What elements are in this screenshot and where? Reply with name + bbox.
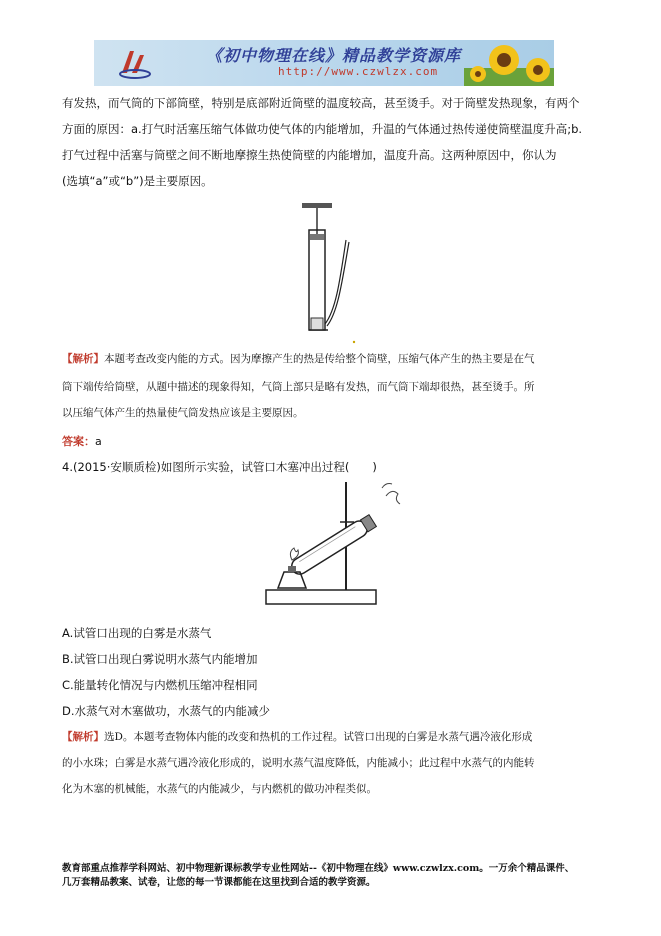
banner-url[interactable]: http://www.czwlzx.com — [278, 65, 439, 78]
question-stem: 4.(2015·安顺质检)如图所示实验，试管口木塞冲出过程( ) — [62, 460, 377, 474]
passage-line: (选填“a”或“b”)是主要原因。 — [62, 174, 213, 188]
answer-value: a — [95, 435, 102, 448]
option-d: D.水蒸气对木塞做功，水蒸气的内能减少 — [62, 704, 271, 718]
header-banner — [94, 40, 554, 86]
banner-title: 《初中物理在线》精品教学资源库 — [206, 46, 462, 65]
answer-line — [62, 433, 102, 449]
analysis-tag: 【解析】 — [62, 353, 104, 365]
footer-line: 教育部重点推荐学科网站、初中物理新课标教学专业性网站--《初中物理在线》www.czwlzx.com。一万余个精品课件、 — [62, 863, 575, 874]
option-b: B.试管口出现白雾说明水蒸气内能增加 — [62, 652, 258, 666]
passage-line: 打气过程中活塞与筒壁之间不断地摩擦生热使筒壁的内能增加，温度升高。这两种原因中，你认为 — [62, 148, 557, 162]
analysis-line: 化为木塞的机械能，水蒸气的内能减少，与内燃机的做功冲程类似。 — [62, 783, 377, 795]
pump-figure — [296, 200, 360, 346]
answer-label: 答案： — [62, 435, 95, 448]
analysis-tag: 【解析】 — [62, 731, 104, 743]
analysis-line: 【解析】选D。本题考查物体内能的改变和热机的工作过程。试管口出现的白雾是水蒸气遇冷液化形成 — [62, 731, 533, 743]
test-tube-figure — [262, 476, 408, 610]
footer-line: 几万套精品教案、试卷，让您的每一节课都能在这里找到合适的教学资源。 — [62, 877, 376, 888]
analysis-line: 的小水珠；白雾是水蒸气遇冷液化形成的，说明水蒸气温度降低，内能减小；此过程中水蒸气的内能转 — [62, 757, 535, 769]
analysis-line: 【解析】本题考查改变内能的方式。因为摩擦产生的热是传给整个筒壁，压缩气体产生的热主要是在气 — [62, 353, 535, 365]
option-c: C.能量转化情况与内燃机压缩冲程相同 — [62, 678, 258, 692]
passage-line: 有发热，而气筒的下部筒壁，特别是底部附近筒壁的温度较高，甚至烫手。对于筒壁发热现象，有两个 — [62, 96, 580, 110]
site-logo-icon — [118, 47, 152, 79]
analysis-line: 以压缩气体产生的热量使气筒发热应该是主要原因。 — [62, 407, 304, 419]
option-a: A.试管口出现的白雾是水蒸气 — [62, 626, 212, 640]
passage-line: 方面的原因：a.打气时活塞压缩气体做功使气体的内能增加，升温的气体通过热传递使筒壁温度升高;b. — [62, 122, 583, 136]
analysis-line: 筒下端传给筒壁，从题中描述的现象得知，气筒上部只是略有发热，而气筒下端却很热，甚至烫手。所 — [62, 381, 535, 393]
sunflower-icon — [464, 40, 554, 86]
